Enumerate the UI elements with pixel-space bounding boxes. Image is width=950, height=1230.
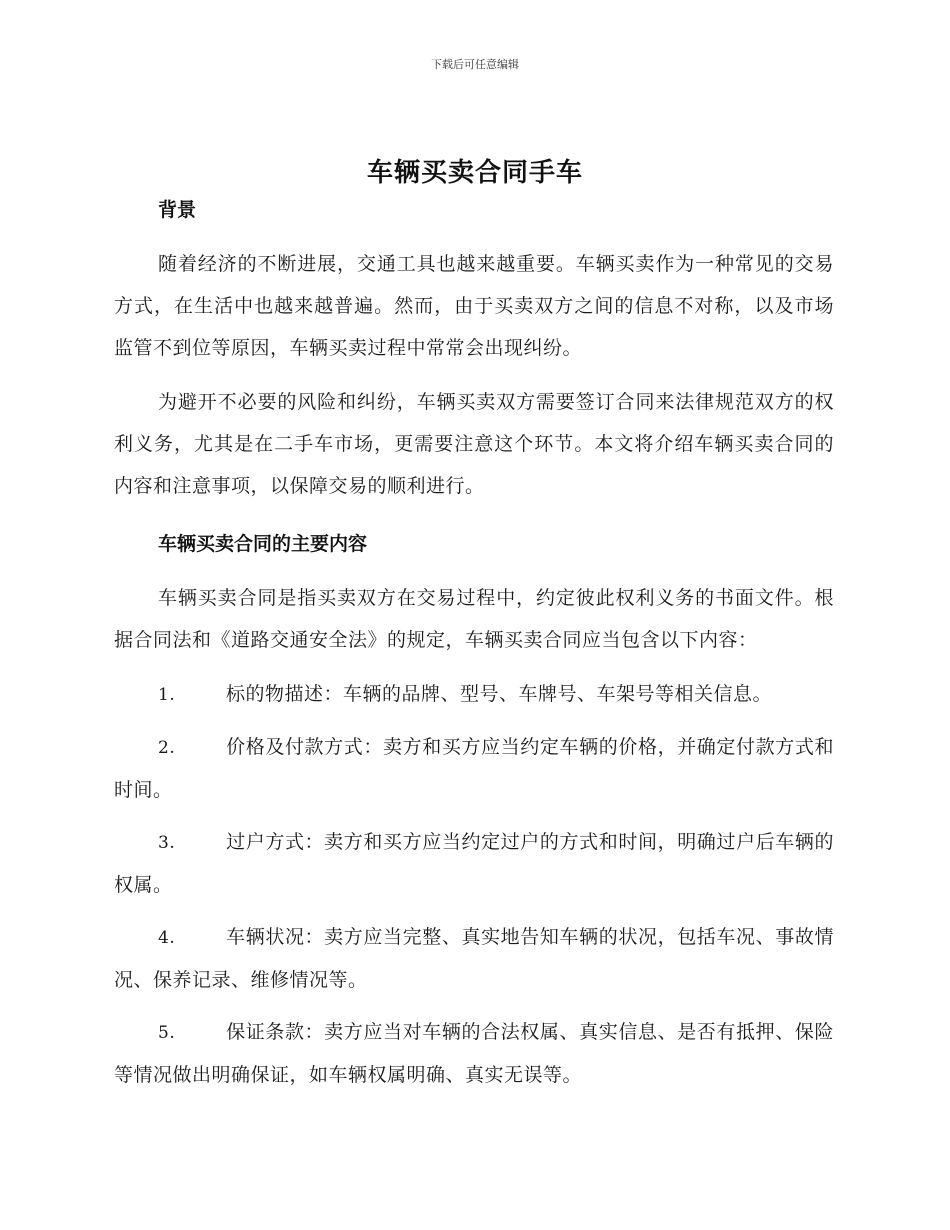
section-heading-background: 背景: [158, 199, 197, 221]
document-body: [114, 195, 834, 1096]
document-title: 车辆买卖合同手车: [366, 158, 583, 188]
list-item-text: 过户方式：卖方和买方应当约定过户的方式和时间，明确过户后车辆的权属。: [114, 831, 834, 896]
list-item-number: 3.: [158, 833, 176, 853]
list-item-number: 5.: [158, 1023, 176, 1043]
list-item: [114, 673, 834, 716]
list-item: [114, 1011, 834, 1096]
list-item-text: 车辆状况：卖方应当完整、真实地告知车辆的状况，包括车况、事故情况、保养记录、维修情况等。: [114, 926, 834, 991]
list-item: [114, 821, 834, 906]
list-item-text: 标的物描述：车辆的品牌、型号、车牌号、车架号等相关信息。: [226, 683, 773, 705]
paragraph: 为避开不必要的风险和纠纷，车辆买卖双方需要签订合同来法律规范双方的权利义务，尤其是在二手车市场，更需要注意这个环节。本文将介绍车辆买卖合同的内容和注意事项，以保障交易的顺利进行。: [114, 391, 834, 497]
list-item-text: 保证条款：卖方应当对车辆的合法权属、真实信息、是否有抵押、保险等情况做出明确保证，如车辆权属明确、真实无误等。: [114, 1021, 834, 1086]
list-item: [114, 916, 834, 1001]
section-heading-main-content: 车辆买卖合同的主要内容: [158, 533, 368, 555]
list-item: [114, 726, 834, 811]
list-item-number: 1.: [158, 685, 176, 705]
paragraph: 随着经济的不断进展，交通工具也越来越重要。车辆买卖作为一种常见的交易方式，在生活中也越来越普遍。然而，由于买卖双方之间的信息不对称，以及市场监管不到位等原因，车辆买卖过程中常常会出现纠纷。: [114, 253, 834, 359]
paragraph: 车辆买卖合同是指买卖双方在交易过程中，约定彼此权利义务的书面文件。根据合同法和《道路交通安全法》的规定，车辆买卖合同应当包含以下内容：: [114, 587, 834, 651]
header-note: 下载后可任意编辑: [431, 58, 519, 71]
list-item-number: 2.: [158, 738, 176, 758]
list-item-text: 价格及付款方式：卖方和买方应当约定车辆的价格，并确定付款方式和时间。: [114, 736, 834, 801]
list-item-number: 4.: [158, 928, 176, 948]
